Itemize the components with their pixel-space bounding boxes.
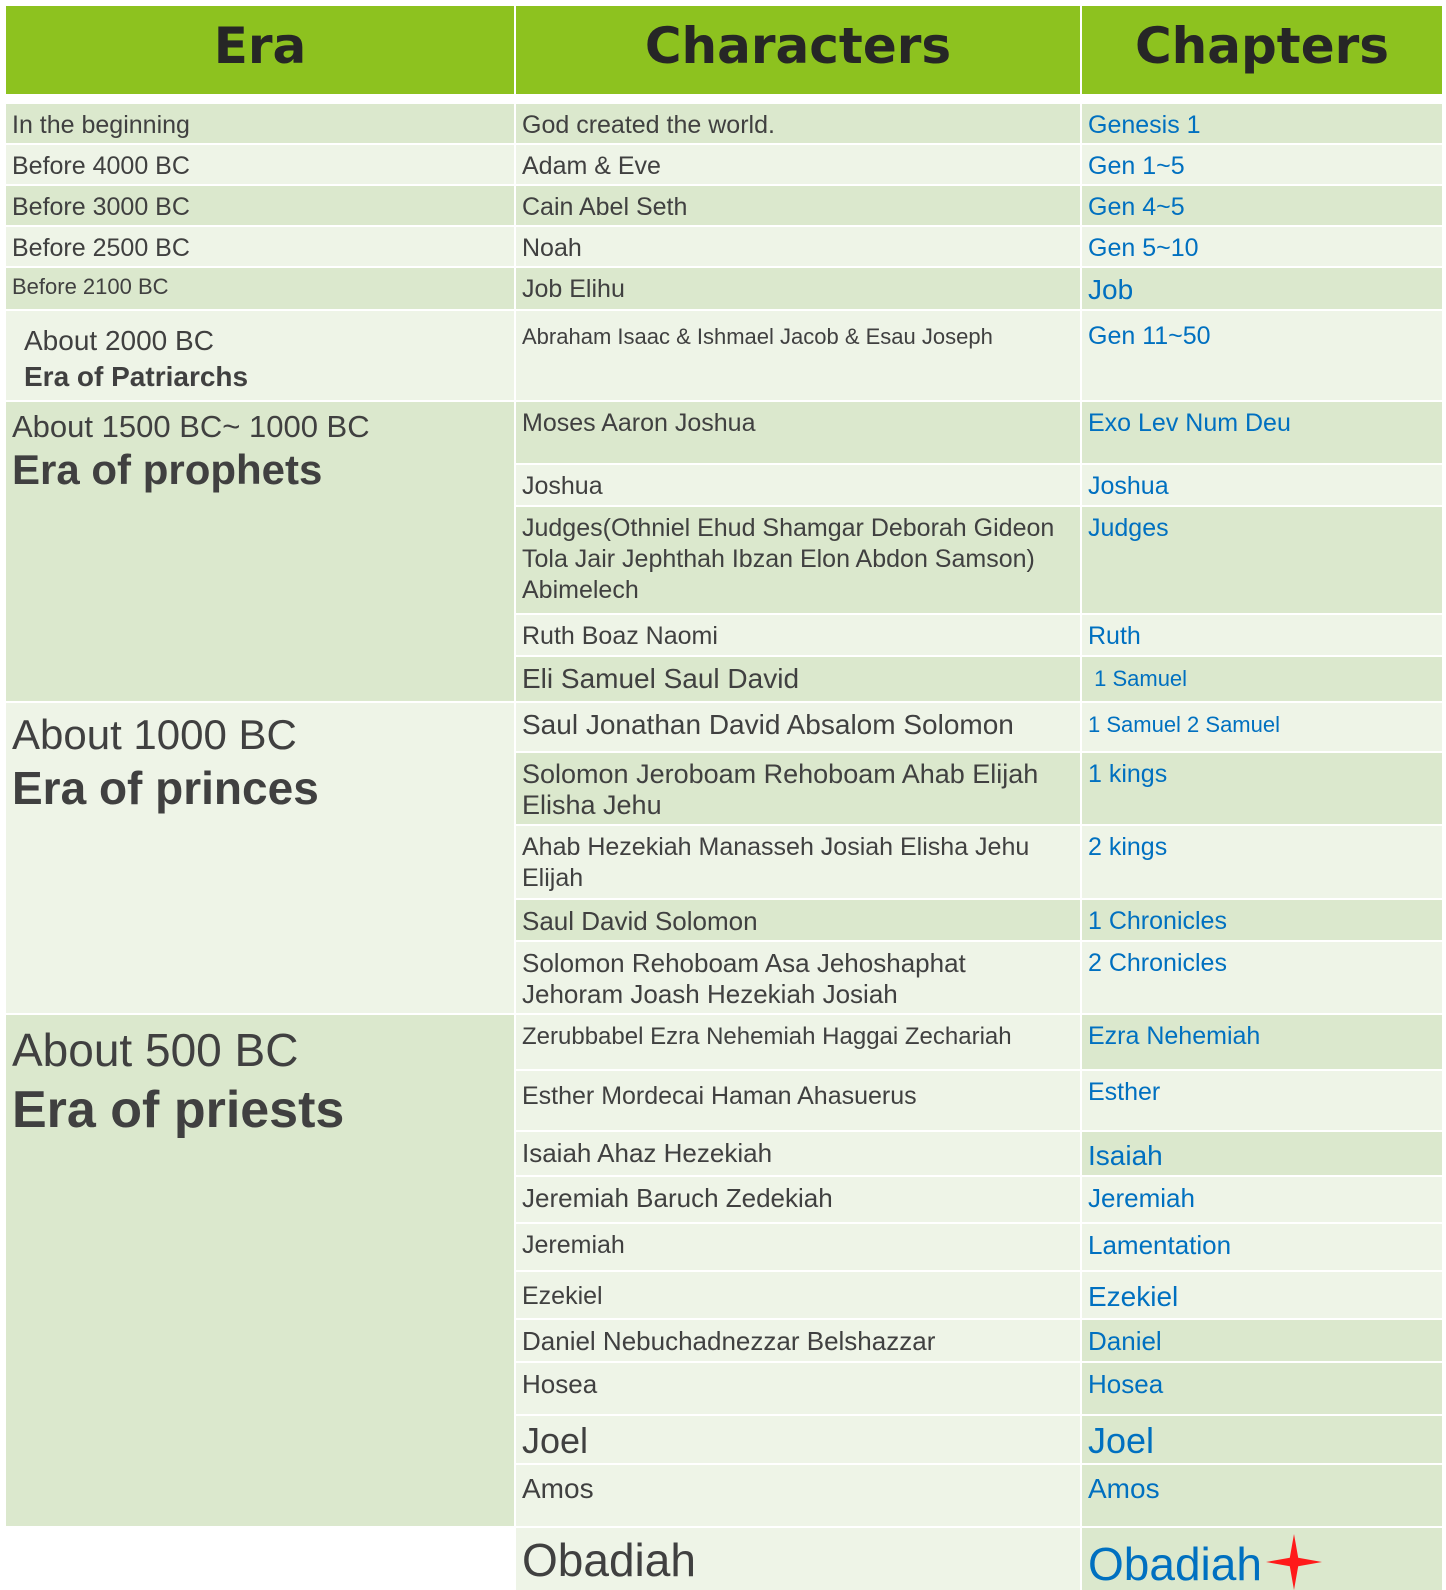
era-title: Era of prophets [12,446,323,493]
chapter-link[interactable]: Esther [1082,1071,1442,1130]
chapter-link[interactable]: 1 Chronicles [1082,900,1442,940]
bible-timeline-table [6,6,1442,1590]
era-cell [6,311,514,400]
chapter-link[interactable]: Isaiah [1082,1132,1442,1175]
chapter-link[interactable]: Gen 5~10 [1082,227,1442,266]
characters-cell: Ezekiel [516,1272,1080,1318]
era-cell [6,703,514,1013]
characters-cell: Esther Mordecai Haman Ahasuerus [516,1071,1080,1130]
chapter-link[interactable]: Lamentation [1082,1224,1442,1270]
chapter-link[interactable]: Gen 4~5 [1082,186,1442,225]
era-label: In the beginning [12,111,190,139]
characters-cell: Solomon Rehoboam Asa Jehoshaphat Jehoram Joash Hezekiah Josiah [516,942,1080,1013]
era-cell [6,402,514,701]
characters-cell: Solomon Jeroboam Rehoboam Ahab Elijah Elisha Jehu [516,753,1080,824]
characters-cell: Judges(Othniel Ehud Shamgar Deborah Gideon Tola Jair Jephthah Ibzan Elon Abdon Samson) Abimelech [516,507,1080,613]
red-four-point-star-icon [1266,1534,1322,1590]
chapter-link[interactable]: Genesis 1 [1082,104,1442,143]
chapter-link[interactable]: 1 kings [1082,753,1442,824]
header-characters: Characters [516,6,1080,94]
header-divider [6,96,1442,102]
chapter-link[interactable]: Ruth [1082,615,1442,655]
chapter-link[interactable]: Gen 1~5 [1082,145,1442,184]
era-label: About 2000 BC [24,325,214,356]
header-era: Era [6,6,514,94]
characters-cell: Ruth Boaz Naomi [516,615,1080,655]
era-cell [6,1015,514,1526]
characters-cell: Adam & Eve [516,145,1080,184]
chapter-link[interactable]: Exo Lev Num Deu [1082,402,1442,463]
characters-cell: Saul Jonathan David Absalom Solomon [516,703,1080,751]
characters-cell: Saul David Solomon [516,900,1080,940]
chapter-cell [1082,1528,1442,1590]
chapter-link[interactable]: Joel [1082,1416,1442,1463]
chapter-link[interactable]: Jeremiah [1082,1177,1442,1222]
characters-cell: Joel [516,1416,1080,1463]
characters-cell: Eli Samuel Saul David [516,657,1080,701]
characters-cell: Obadiah [516,1528,1080,1590]
era-title: Era of Patriarchs [24,361,249,392]
characters-cell: Moses Aaron Joshua [516,402,1080,463]
chapter-link[interactable]: Joshua [1082,465,1442,505]
chapter-link[interactable]: 1 Samuel 2 Samuel [1082,703,1442,751]
chapter-link[interactable]: Ezra Nehemiah [1082,1015,1442,1069]
characters-cell: Zerubbabel Ezra Nehemiah Haggai Zechariah [516,1015,1080,1069]
chapter-link[interactable]: 2 kings [1082,826,1442,898]
characters-cell: Isaiah Ahaz Hezekiah [516,1132,1080,1175]
era-label: Before 2500 BC [12,234,190,262]
chapter-link[interactable]: Job [1082,268,1442,309]
era-label: Before 3000 BC [12,193,190,221]
era-label: About 500 BC [12,1024,299,1076]
characters-cell: Abraham Isaac & Ishmael Jacob & Esau Joseph [516,311,1080,400]
era-title: Era of princes [12,762,319,814]
era-cell [6,104,514,143]
chapter-link[interactable]: Daniel [1082,1320,1442,1361]
characters-cell: Hosea [516,1363,1080,1414]
characters-cell: Jeremiah [516,1224,1080,1270]
characters-cell: Joshua [516,465,1080,505]
characters-cell: Daniel Nebuchadnezzar Belshazzar [516,1320,1080,1361]
characters-cell: Noah [516,227,1080,266]
chapter-link[interactable]: Judges [1082,507,1442,613]
chapter-link[interactable]: Amos [1082,1465,1442,1526]
era-cell [6,227,514,266]
era-title: Era of priests [12,1081,345,1139]
header-chapters: Chapters [1082,6,1442,94]
characters-cell: Cain Abel Seth [516,186,1080,225]
characters-cell: Job Elihu [516,268,1080,309]
characters-cell: Ahab Hezekiah Manasseh Josiah Elisha Jehu Elijah [516,826,1080,898]
era-cell [6,268,514,309]
era-label: Before 4000 BC [12,152,190,180]
chapter-link[interactable]: 2 Chronicles [1082,942,1442,1013]
characters-cell: God created the world. [516,104,1080,143]
characters-cell: Jeremiah Baruch Zedekiah [516,1177,1080,1222]
chapter-link[interactable]: 1 Samuel [1082,657,1442,701]
chapter-link[interactable]: Hosea [1082,1363,1442,1414]
characters-cell: Amos [516,1465,1080,1526]
chapter-link[interactable]: Obadiah [1088,1538,1262,1590]
era-label: About 1000 BC [12,711,297,758]
chapter-link[interactable]: Gen 11~50 [1082,311,1442,400]
era-label: About 1500 BC~ 1000 BC [12,409,370,444]
era-label: Before 2100 BC [12,274,169,299]
chapter-link[interactable]: Ezekiel [1082,1272,1442,1318]
era-cell [6,186,514,225]
era-cell [6,145,514,184]
